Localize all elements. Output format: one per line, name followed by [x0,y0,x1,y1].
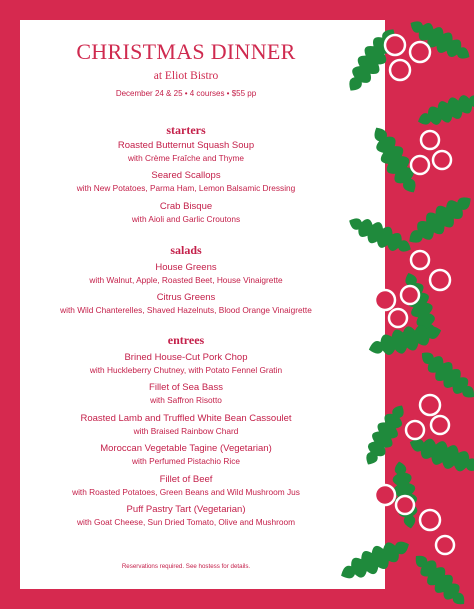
item-desc: with Goat Cheese, Sun Dried Tomato, Olive and Mushroom [77,517,295,527]
menu-item [20,262,352,287]
item-name: Fillet of Beef [159,474,213,485]
event-details: December 24 & 25 • 4 courses • $55 pp [115,89,257,98]
section-heading-salads: salads [170,243,202,257]
venue-line: at Eliot Bistro [153,70,219,82]
menu-item [20,201,352,226]
menu-item [20,352,352,377]
item-name: Citrus Greens [156,292,216,303]
menu-item [20,474,352,499]
section-heading-entrees: entrees [167,333,205,347]
item-name: Crab Bisque [159,201,213,212]
reservation-note: Reservations required. See hostess for details. [121,563,251,570]
menu-item [20,140,352,165]
item-desc: with Perfumed Pistachio Rice [132,456,240,466]
menu-title: CHRISTMAS DINNER [76,39,296,64]
item-desc: with Huckleberry Chutney, with Potato Fennel Gratin [89,365,283,375]
item-desc: with Wild Chanterelles, Shaved Hazelnuts, Blood Orange Vinaigrette [60,305,312,315]
item-name: Puff Pastry Tart (Vegetarian) [126,504,246,515]
item-name: Roasted Lamb and Truffled White Bean Cassoulet [80,413,292,424]
item-name: Seared Scallops [151,170,221,181]
item-desc: with Walnut, Apple, Roasted Beet, House Vinaigrette [89,275,283,285]
item-name: Moroccan Vegetable Tagine (Vegetarian) [100,443,272,454]
item-name: House Greens [155,262,217,273]
section-heading-starters: starters [166,123,206,137]
menu-item [20,504,352,529]
menu-item [20,413,352,438]
item-name: Fillet of Sea Bass [149,382,223,393]
item-desc: with Aioli and Garlic Croutons [131,214,241,224]
item-name: Roasted Butternut Squash Soup [117,140,255,151]
item-desc: with Crème Fraîche and Thyme [127,153,245,163]
menu-item [20,170,352,195]
menu-item [20,443,352,468]
item-desc: with New Potatoes, Parma Ham, Lemon Balsamic Dressing [76,183,296,193]
item-name: Brined House-Cut Pork Chop [124,352,248,363]
menu-item [20,382,352,407]
item-desc: with Braised Rainbow Chard [133,426,239,436]
menu-item [20,292,352,317]
item-desc: with Saffron Risotto [150,395,222,405]
item-desc: with Roasted Potatoes, Green Beans and Wild Mushroom Jus [72,487,300,497]
